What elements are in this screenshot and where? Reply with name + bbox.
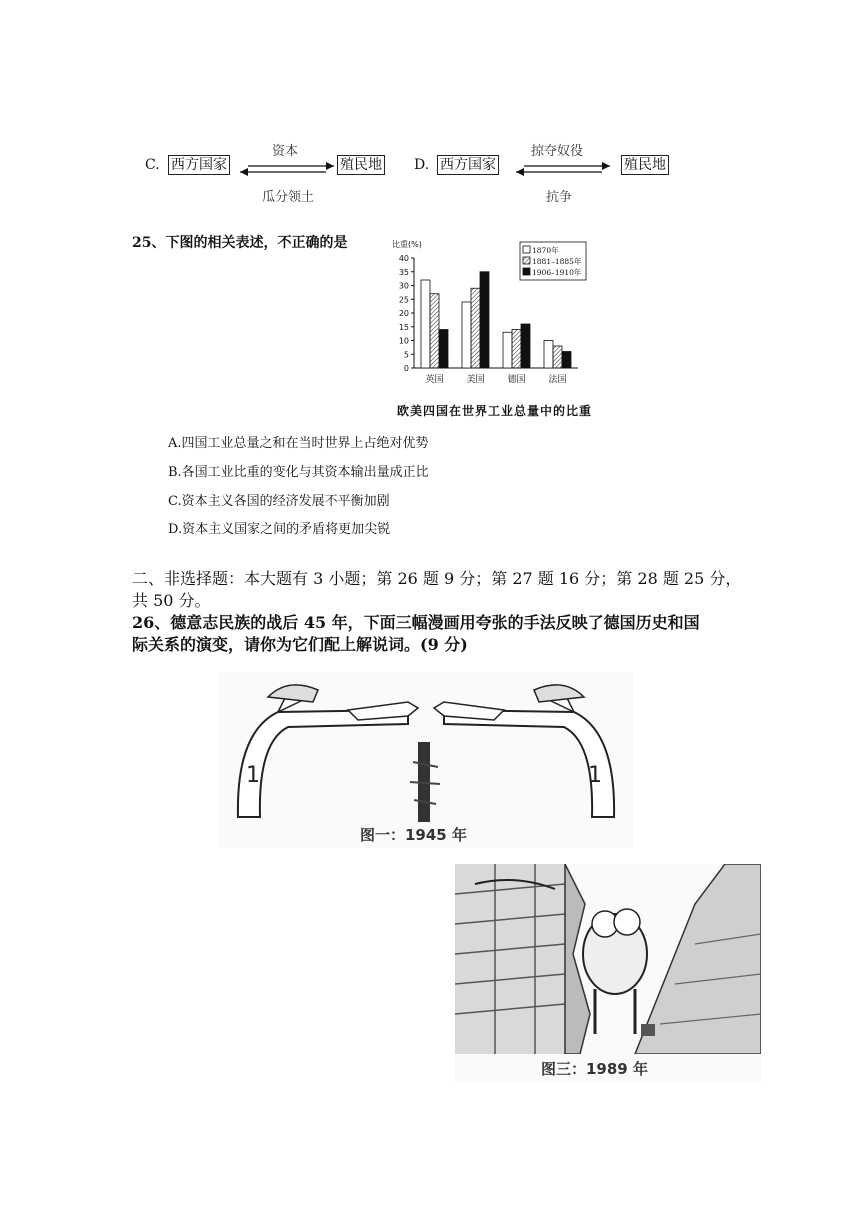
bar bbox=[430, 294, 439, 368]
option-c-left-box: 西方国家 bbox=[168, 155, 230, 175]
bar bbox=[421, 280, 430, 368]
y-tick-label: 20 bbox=[398, 309, 409, 318]
bar bbox=[521, 324, 530, 368]
bar bbox=[503, 332, 512, 368]
bar bbox=[462, 302, 471, 368]
q25-option-a: A.四国工业总量之和在当时世界上占绝对优势 bbox=[168, 436, 429, 451]
cartoon-1989 bbox=[455, 864, 761, 1082]
y-tick-label: 35 bbox=[398, 267, 409, 277]
cartoon-1945-caption: 图一：1945 年 bbox=[360, 826, 467, 844]
option-c-bottom-label: 瓜分领土 bbox=[262, 190, 315, 205]
legend-swatch bbox=[523, 268, 530, 275]
industrial-share-bar-chart bbox=[390, 236, 590, 390]
option-c-right-box: 殖民地 bbox=[337, 155, 385, 175]
q25-option-b: B.各国工业比重的变化与其资本输出量成正比 bbox=[168, 465, 429, 480]
y-tick-label: 10 bbox=[398, 336, 409, 346]
y-tick-label: 40 bbox=[398, 254, 409, 263]
q26-line2: 际关系的演变，请你为它们配上解说词。(9 分) bbox=[132, 635, 468, 654]
y-tick-label: 30 bbox=[398, 281, 409, 291]
q25-stem: 25、下图的相关表述，不正确的是 bbox=[132, 235, 348, 251]
chart-caption: 欧美四国在世界工业总量中的比重 bbox=[397, 404, 593, 418]
y-axis-label: 比重(%) bbox=[392, 240, 422, 249]
option-c-top-label: 资本 bbox=[272, 144, 299, 159]
bar bbox=[439, 330, 448, 369]
x-tick-label: 法国 bbox=[548, 375, 567, 385]
bar bbox=[480, 272, 489, 368]
legend-label: 1881–1885年 bbox=[532, 257, 582, 266]
x-tick-label: 英国 bbox=[425, 375, 444, 385]
cartoon-1989-caption: 图三：1989 年 bbox=[541, 1060, 648, 1078]
q25-option-c: C.资本主义各国的经济发展不平衡加剧 bbox=[168, 494, 390, 509]
bar bbox=[562, 352, 571, 369]
q25-option-d: D.资本主义国家之间的矛盾将更加尖锐 bbox=[168, 522, 391, 537]
option-d-left-box: 西方国家 bbox=[437, 155, 499, 175]
cartoon-1945 bbox=[218, 672, 634, 848]
x-tick-label: 德国 bbox=[507, 375, 526, 385]
option-d-top-label: 掠夺奴役 bbox=[531, 144, 584, 159]
y-tick-label: 5 bbox=[403, 350, 409, 360]
legend-swatch bbox=[523, 246, 530, 253]
svg-text:1: 1 bbox=[246, 763, 260, 788]
legend-label: 1870年 bbox=[532, 246, 559, 255]
option-d-bottom-label: 抗争 bbox=[546, 190, 573, 205]
legend-swatch bbox=[523, 257, 530, 264]
section2-line1: 二、非选择题：本大题有 3 小题；第 26 题 9 分；第 27 题 16 分；第 28 题 25 分， bbox=[132, 569, 742, 588]
svg-text:1: 1 bbox=[588, 763, 602, 788]
legend-label: 1906–1910年 bbox=[532, 268, 582, 277]
option-d-right-box: 殖民地 bbox=[621, 155, 669, 175]
y-tick-label: 25 bbox=[398, 295, 409, 305]
double-arrow-icon bbox=[238, 162, 336, 176]
bar bbox=[512, 330, 521, 369]
cartoon-1989-drawing bbox=[455, 864, 761, 1054]
bar bbox=[544, 341, 553, 369]
option-c-letter: C. bbox=[145, 157, 160, 173]
cartoon-1945-drawing bbox=[218, 672, 634, 822]
option-d-letter: D. bbox=[414, 157, 430, 173]
bar bbox=[553, 346, 562, 368]
q26-line1: 26、德意志民族的战后 45 年，下面三幅漫画用夸张的手法反映了德国历史和国 bbox=[132, 613, 700, 632]
y-tick-label: 15 bbox=[398, 322, 409, 332]
y-tick-label: 0 bbox=[403, 364, 409, 373]
double-arrow-icon bbox=[514, 162, 612, 176]
bar bbox=[471, 288, 480, 368]
section2-line2: 共 50 分。 bbox=[132, 591, 211, 610]
x-tick-label: 美国 bbox=[466, 375, 485, 385]
